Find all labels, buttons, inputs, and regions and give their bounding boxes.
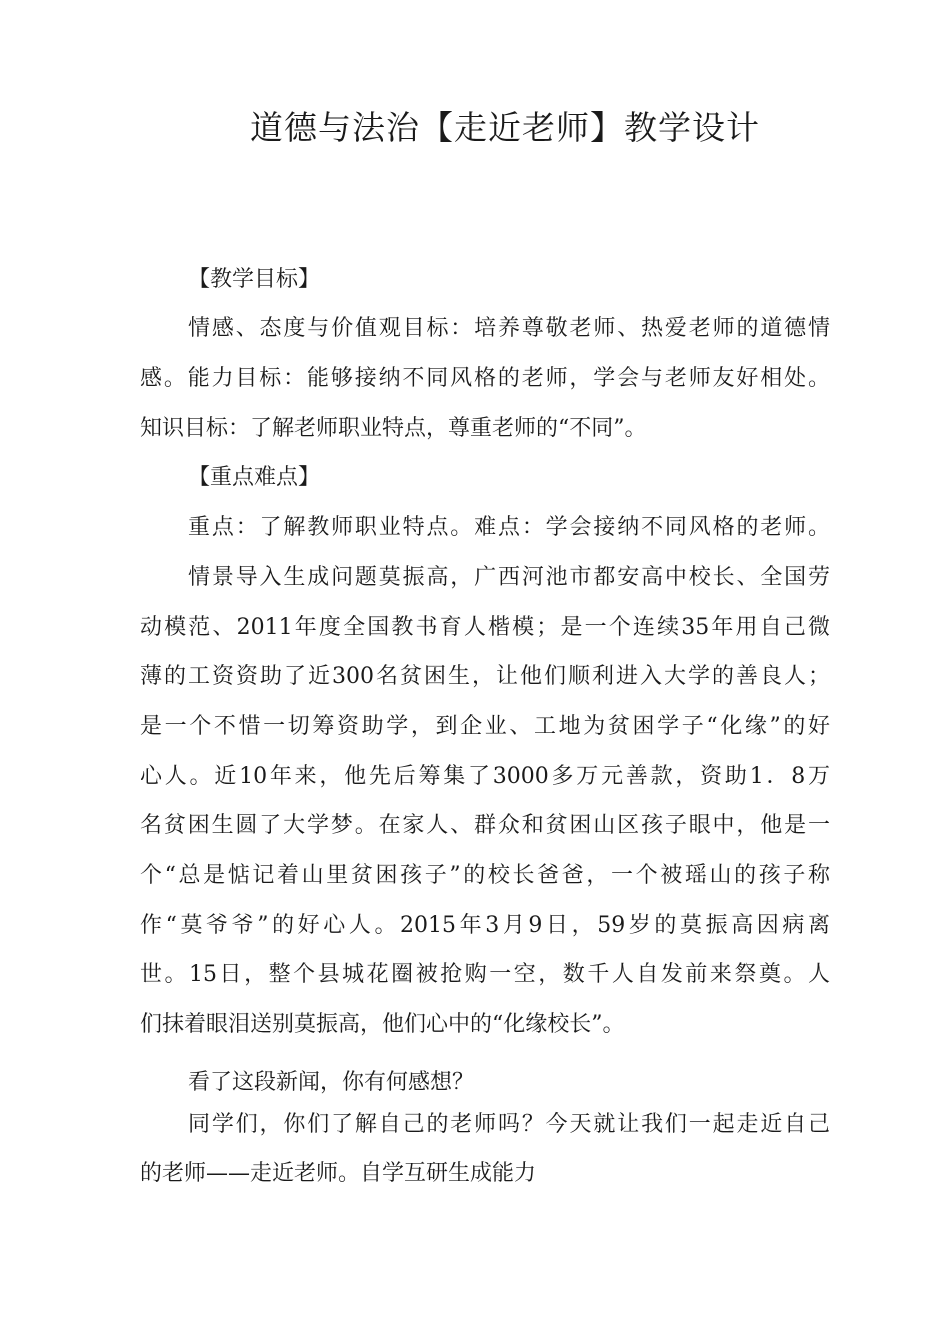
paragraph-line: 是一个不惜一切筹资助学，到企业、工地为贫困学子“化缘”的好: [140, 714, 830, 739]
section-heading-keypoints: 【重点难点】: [188, 465, 321, 490]
paragraph-line: 动模范、2011年度全国教书育人楷模；是一个连续35年用自己微: [140, 615, 830, 640]
paragraph-line: 名贫困生圆了大学梦。在家人、群众和贫困山区孩子眼中，他是一: [140, 813, 830, 838]
paragraph-line: 的老师——走近老师。自学互研生成能力: [140, 1161, 537, 1186]
paragraph-line: 们抹着眼泪送别莫振高，他们心中的“化缘校长”。: [140, 1012, 625, 1037]
paragraph-line: 薄的工资资助了近300名贫困生，让他们顺利进入大学的善良人；: [140, 664, 830, 689]
paragraph-line: 个“总是惦记着山里贫困孩子”的校长爸爸，一个被瑶山的孩子称: [140, 863, 830, 888]
paragraph-line: 情景导入生成问题莫振高，广西河池市都安高中校长、全国劳: [188, 565, 830, 590]
paragraph-line: 情感、态度与价值观目标：培养尊敬老师、热爱老师的道德情: [188, 316, 830, 341]
paragraph-line: 心人。近10年来，他先后筹集了3000多万元善款，资助1．8万: [140, 764, 830, 789]
paragraph-line: 世。15日，整个县城花圈被抢购一空，数千人自发前来祭奠。人: [140, 962, 830, 987]
paragraph-line: 同学们，你们了解自己的老师吗？今天就让我们一起走近自己: [188, 1112, 830, 1137]
section-heading-goals: 【教学目标】: [188, 267, 321, 292]
document-title: 道德与法治【走近老师】教学设计: [250, 108, 760, 147]
paragraph-line: 重点：了解教师职业特点。难点：学会接纳不同风格的老师。: [188, 515, 830, 540]
paragraph-line: 知识目标：了解老师职业特点，尊重老师的“不同”。: [140, 416, 647, 441]
paragraph-line: 看了这段新闻，你有何感想？: [188, 1070, 475, 1095]
paragraph-line: 感。能力目标：能够接纳不同风格的老师，学会与老师友好相处。: [140, 366, 830, 391]
paragraph-line: 作“莫爷爷”的好心人。2015年3月9日，59岁的莫振高因病离: [140, 913, 830, 938]
